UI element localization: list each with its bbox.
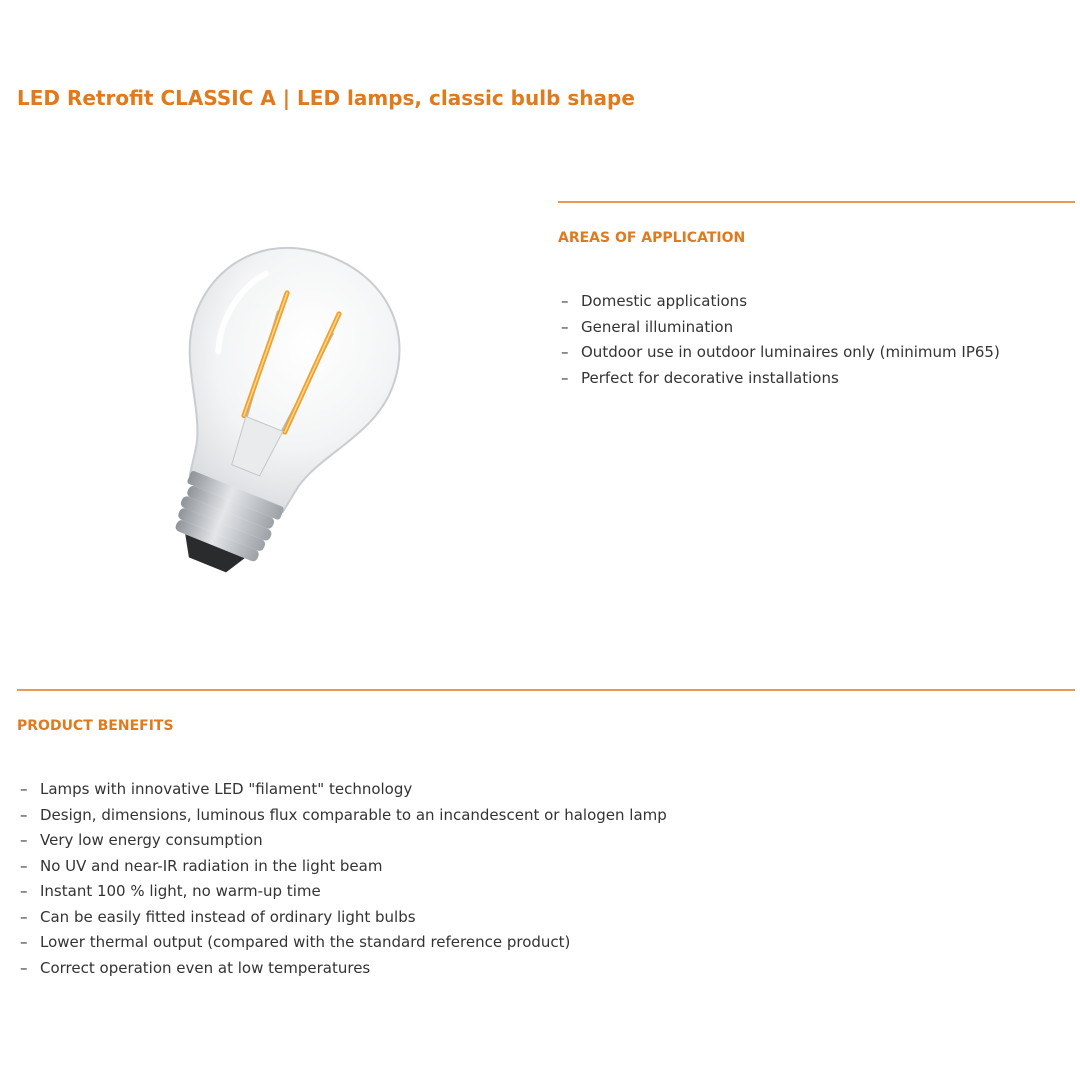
areas-of-application-list <box>561 289 1000 391</box>
list-item: – Design, dimensions, luminous flux comparable to an incandescent or halogen lamp <box>20 805 667 824</box>
list-item: – Lower thermal output (compared with the standard reference product) <box>20 933 571 951</box>
list-item: – Domestic applications <box>561 292 748 310</box>
areas-of-application-heading: AREAS OF APPLICATION <box>558 230 746 246</box>
list-item: – Outdoor use in outdoor luminaires only (minimum IP65) <box>561 343 1000 361</box>
led-filament-bulb-icon <box>120 225 420 595</box>
list-item: – Very low energy consumption <box>20 831 263 849</box>
page-title: LED Retrofit CLASSIC A | LED lamps, classic bulb shape <box>17 86 635 110</box>
product-benefits-heading: PRODUCT BENEFITS <box>17 718 174 734</box>
product-benefits-list <box>20 777 667 981</box>
section-divider-middle <box>17 689 1075 691</box>
list-item: – Lamps with innovative LED "filament" technology <box>20 780 413 798</box>
list-item: – Correct operation even at low temperatures <box>20 958 371 977</box>
list-item: – Instant 100 % light, no warm-up time <box>20 882 321 900</box>
list-item: – General illumination <box>561 317 734 336</box>
section-divider-top <box>558 201 1075 203</box>
list-item: – Perfect for decorative installations <box>561 368 839 387</box>
list-item: – No UV and near-IR radiation in the light beam <box>20 856 383 875</box>
list-item: – Can be easily fitted instead of ordinary light bulbs <box>20 907 416 926</box>
